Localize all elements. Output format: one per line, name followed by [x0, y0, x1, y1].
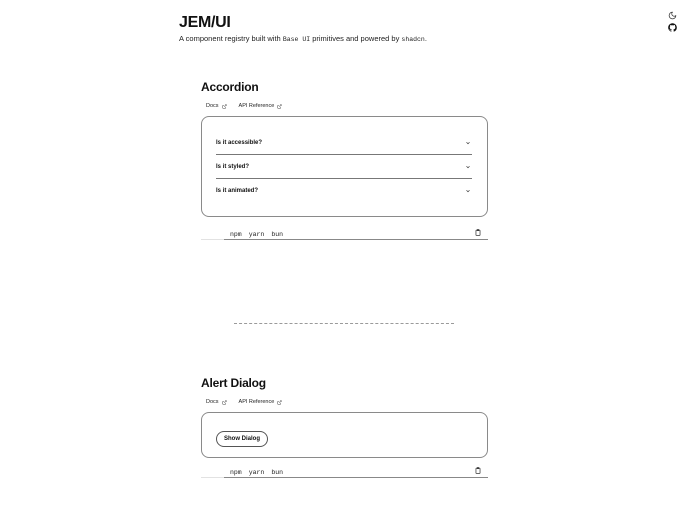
docs-link[interactable]	[206, 103, 227, 109]
accordion-trigger-label: Is it animated?	[216, 188, 259, 194]
api-reference-link[interactable]	[239, 399, 283, 405]
docs-link[interactable]	[206, 399, 227, 405]
alert-dialog-section	[201, 376, 488, 478]
external-link-icon	[222, 104, 227, 109]
clipboard-icon[interactable]	[475, 467, 481, 474]
external-link-icon	[222, 400, 227, 405]
tab-yarn[interactable]: yarn	[248, 230, 265, 238]
section-links	[201, 397, 488, 407]
subtitle-text: .	[424, 34, 427, 43]
site-header	[179, 14, 427, 45]
top-icons	[668, 11, 678, 35]
accordion-item[interactable]	[216, 179, 472, 203]
external-link-icon	[277, 400, 282, 405]
github-icon[interactable]	[668, 23, 677, 32]
base-ui-link[interactable]: Base UI	[282, 36, 311, 43]
tab-bun[interactable]: bun	[271, 468, 284, 476]
tab-pnpm[interactable]: pnpm	[201, 230, 224, 240]
subtitle-text: primitives and powered by	[310, 34, 402, 43]
section-title: Accordion	[201, 80, 259, 94]
alert-dialog-demo	[201, 412, 488, 458]
section-divider	[234, 323, 454, 324]
section-title: Alert Dialog	[201, 376, 266, 390]
moon-icon[interactable]	[668, 11, 677, 20]
chevron-down-icon	[465, 188, 471, 194]
package-manager-tabs	[201, 229, 488, 240]
docs-link-label: Docs	[206, 103, 219, 109]
tab-pnpm[interactable]: pnpm	[201, 468, 224, 478]
tab-npm[interactable]: npm	[230, 468, 242, 476]
accordion-trigger-label: Is it styled?	[216, 163, 250, 170]
package-manager-tabs	[201, 467, 488, 478]
accordion-trigger-label: Is it accessible?	[216, 139, 263, 146]
site-subtitle	[179, 34, 427, 45]
docs-link-label: Docs	[206, 399, 219, 405]
shadcn-link[interactable]: shadcn	[401, 36, 425, 43]
api-reference-link-label: API Reference	[238, 399, 275, 405]
show-dialog-button[interactable]: Show Dialog	[216, 431, 268, 447]
section-links	[201, 101, 488, 111]
api-reference-link[interactable]	[239, 103, 283, 109]
accordion-section	[201, 80, 488, 240]
api-reference-link-label: API Reference	[238, 103, 275, 109]
external-link-icon	[277, 104, 282, 109]
subtitle-text: A component registry built with	[179, 34, 283, 43]
chevron-down-icon	[465, 164, 471, 170]
tab-npm[interactable]: npm	[230, 230, 242, 238]
accordion-item[interactable]	[216, 155, 472, 179]
chevron-down-icon	[465, 140, 471, 146]
site-title: JEM/UI	[179, 14, 231, 31]
tab-yarn[interactable]: yarn	[248, 468, 265, 476]
accordion-demo	[201, 116, 488, 217]
accordion-item[interactable]	[216, 131, 472, 155]
tab-bun[interactable]: bun	[271, 230, 284, 238]
clipboard-icon[interactable]	[475, 229, 481, 236]
